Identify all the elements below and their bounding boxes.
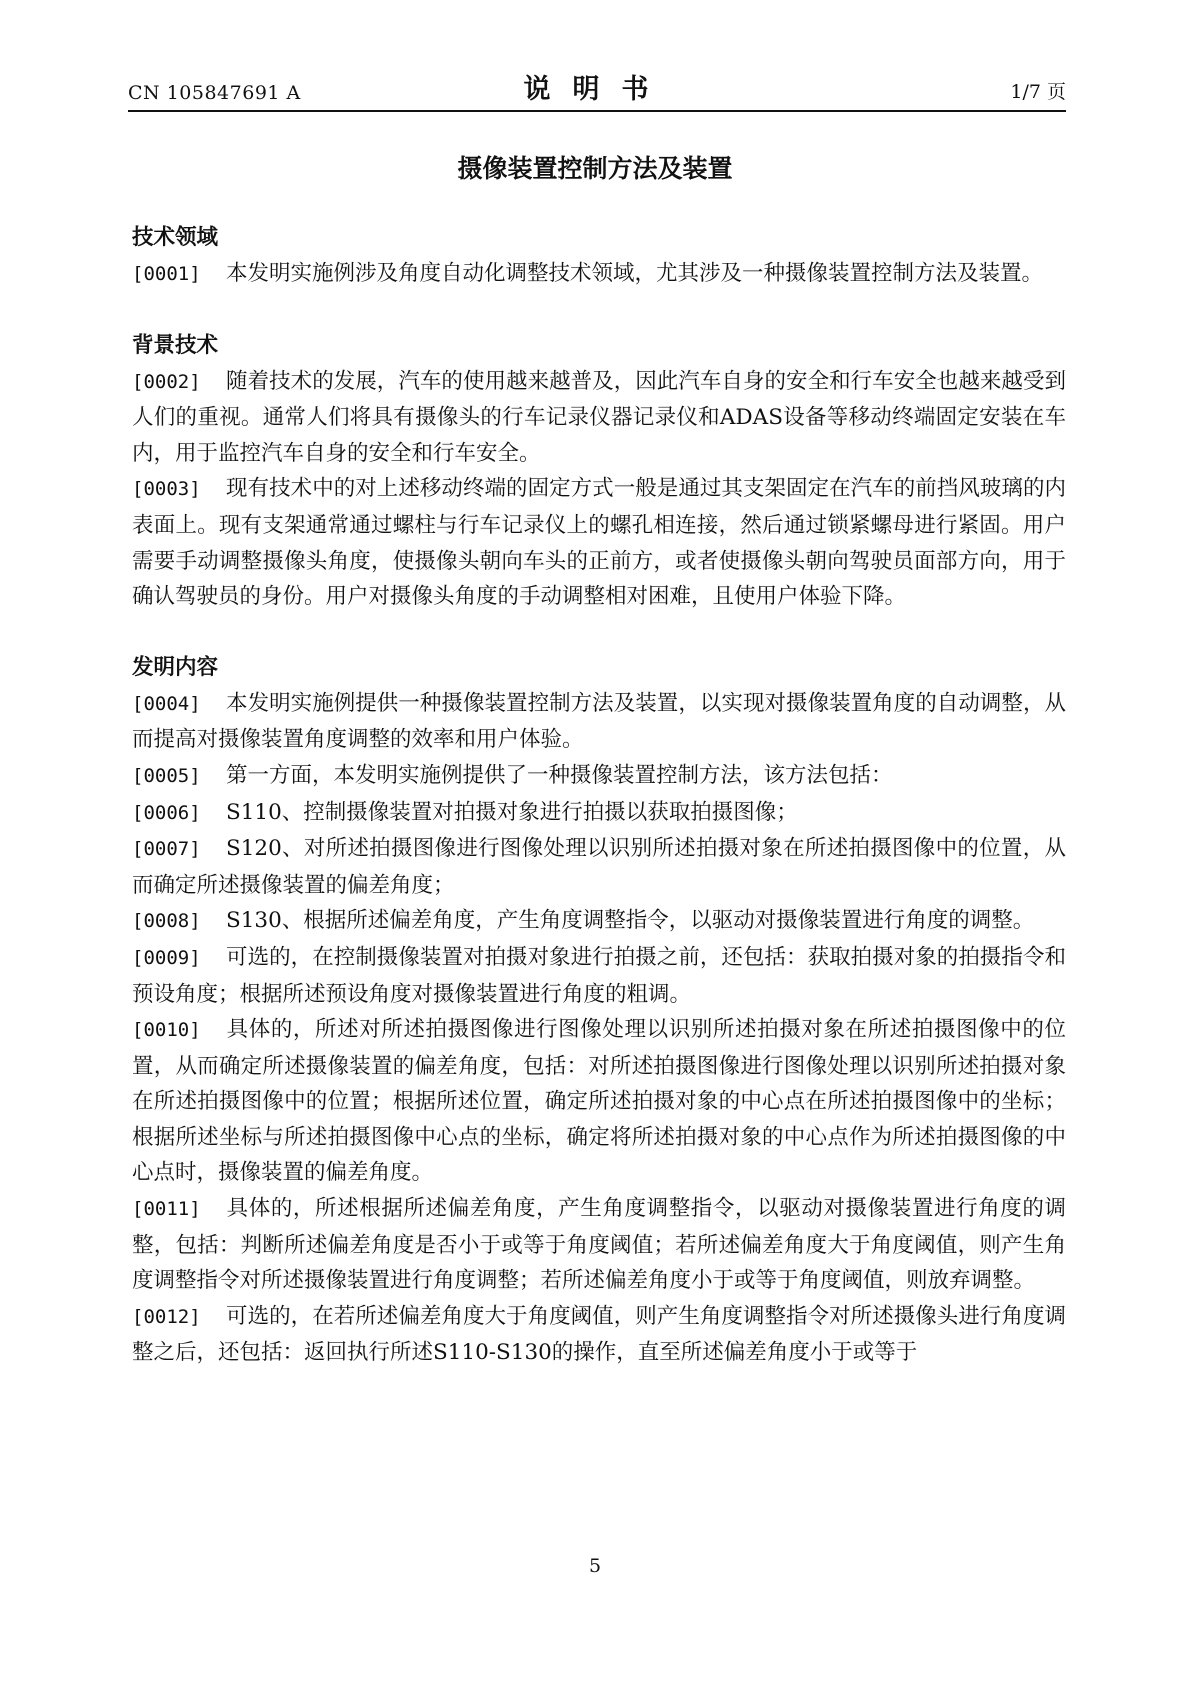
- paragraph-number: [0005]: [132, 764, 201, 787]
- section-background: [132, 328, 1066, 615]
- paragraph-text: 可选的，在若所述偏差角度大于角度阈值，则产生角度调整指令对所述摄像头进行角度调整之后，还包括：返回执行所述S110-S130的操作，直至所述偏差角度小于或等于: [132, 1303, 1066, 1366]
- paragraph-number: [0002]: [132, 370, 201, 393]
- paragraph: [132, 364, 1066, 472]
- paragraph: [132, 1299, 1066, 1371]
- page-number: 5: [588, 1555, 602, 1577]
- paragraph: [132, 256, 1066, 293]
- section-heading: 技术领域: [132, 225, 219, 250]
- paragraph: [132, 831, 1066, 903]
- paragraph: [132, 686, 1066, 758]
- paragraph-text: 随着技术的发展，汽车的使用越来越普及，因此汽车自身的安全和行车安全也越来越受到人们的重视。通常人们将具有摄像头的行车记录仪器记录仪和ADAS设备等移动终端固定安装在车内，用于监控汽车自身的安全和行车安全。: [132, 368, 1066, 466]
- paragraph-number: [0010]: [132, 1019, 201, 1042]
- paragraph-number: [0007]: [132, 838, 201, 861]
- paragraph: [132, 795, 1066, 832]
- paragraph-number: [0006]: [132, 801, 201, 824]
- header-rule: [128, 110, 1066, 112]
- paragraph-text: S110、控制摄像装置对拍摄对象进行拍摄以获取拍摄图像；: [226, 799, 798, 825]
- patent-number: CN 105847691 A: [128, 82, 301, 104]
- page-indicator: 1/7 页: [1010, 81, 1066, 103]
- section-technical-field: [132, 220, 1066, 293]
- paragraph: [132, 903, 1066, 940]
- paragraph-text: S130、根据所述偏差角度，产生角度调整指令，以驱动对摄像装置进行角度的调整。: [226, 908, 1035, 934]
- paragraph-number: [0001]: [132, 263, 201, 285]
- paragraph-number: [0003]: [132, 478, 201, 501]
- paragraph: [132, 1012, 1066, 1191]
- section-gap: [132, 615, 1066, 650]
- paragraph-text: 可选的，在控制摄像装置对拍摄对象进行拍摄之前，还包括：获取拍摄对象的拍摄指令和预设角度；根据所述预设角度对摄像装置进行角度的粗调。: [132, 944, 1066, 1007]
- paragraph-text: 现有技术中的对上述移动终端的固定方式一般是通过其支架固定在汽车的前挡风玻璃的内表面上。现有支架通常通过螺柱与行车记录仪上的螺孔相连接，然后通过锁紧螺母进行紧固。用户需要手动调整摄像头角度，使摄像头朝向车头的正前方，或者使摄像头朝向驾驶员面部方向，用于确认驾驶员的身份。用户对摄像头角度的手动调整相对困难，且使用户体验下降。: [132, 476, 1066, 610]
- paragraph-number: [0004]: [132, 692, 201, 715]
- paragraph: [132, 1191, 1066, 1299]
- paragraph-text: 本发明实施例涉及角度自动化调整技术领域，尤其涉及一种摄像装置控制方法及装置。: [226, 261, 1044, 286]
- paragraph-text: 具体的，所述对所述拍摄图像进行图像处理以识别所述拍摄对象在所述拍摄图像中的位置，从而确定所述摄像装置的偏差角度，包括：对所述拍摄图像进行图像处理以识别所述拍摄对象在所述拍摄图像中的位置；根据所述位置，确定所述拍摄对象的中心点在所述拍摄图像中的坐标；根据所述坐标与所述拍摄图像中心点的坐标，确定将所述拍摄对象的中心点作为所述拍摄图像的中心点时，摄像装置的偏差角度。: [132, 1017, 1066, 1186]
- paragraph: [132, 471, 1066, 614]
- document-body: [132, 220, 1066, 1371]
- paragraph-text: 具体的，所述根据所述偏差角度，产生角度调整指令，以驱动对摄像装置进行角度的调整，包括：判断所述偏差角度是否小于或等于角度阈值；若所述偏差角度大于角度阈值，则产生角度调整指令对所述摄像装置进行角度调整；若所述偏差角度小于或等于角度阈值，则放弃调整。: [132, 1196, 1066, 1294]
- paragraph: [132, 758, 1066, 795]
- section-summary: [132, 650, 1066, 1371]
- doc-type-title: 说明书: [523, 74, 671, 105]
- page-header: [128, 66, 1066, 110]
- paragraph-number: [0009]: [132, 946, 201, 969]
- paragraph-text: 第一方面，本发明实施例提供了一种摄像装置控制方法，该方法包括：: [226, 762, 893, 788]
- document-title: 摄像装置控制方法及装置: [457, 154, 733, 183]
- paragraph-text: 本发明实施例提供一种摄像装置控制方法及装置，以实现对摄像装置角度的自动调整，从而提高对摄像装置角度调整的效率和用户体验。: [132, 690, 1066, 753]
- paragraph-number: [0011]: [132, 1198, 201, 1221]
- paragraph: [132, 940, 1066, 1012]
- section-heading: 发明内容: [132, 654, 219, 680]
- section-gap: [132, 293, 1066, 328]
- paragraph-text: S120、对所述拍摄图像进行图像处理以识别所述拍摄对象在所述拍摄图像中的位置，从而确定所述摄像装置的偏差角度；: [132, 836, 1066, 898]
- paragraph-number: [0012]: [132, 1305, 201, 1328]
- section-heading: 背景技术: [132, 332, 219, 358]
- paragraph-number: [0008]: [132, 910, 201, 933]
